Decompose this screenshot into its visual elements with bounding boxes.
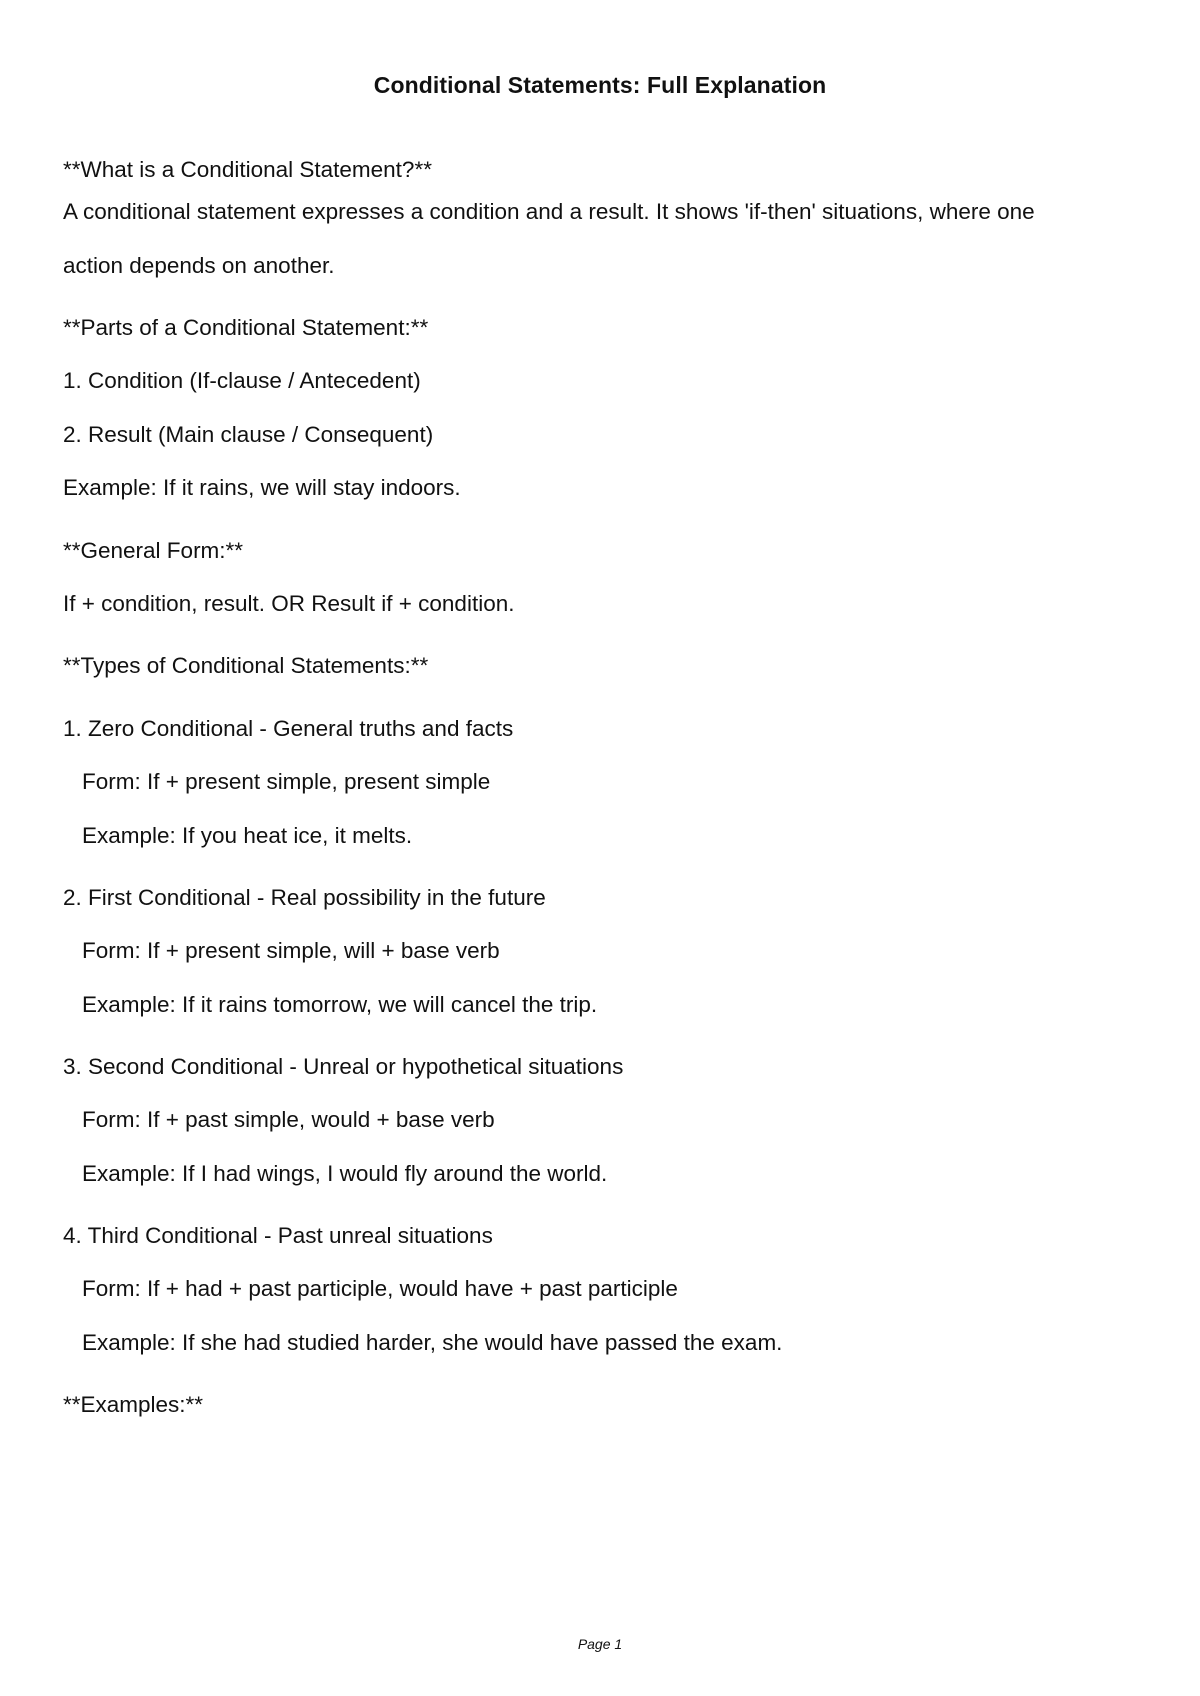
list-item: 1. Condition (If-clause / Antecedent) (63, 368, 421, 393)
form-line: Form: If + present simple, present simple (82, 769, 491, 794)
document-title: Conditional Statements: Full Explanation (373, 72, 827, 98)
heading-parts: **Parts of a Conditional Statement:** (63, 315, 429, 340)
list-item: 2. First Conditional - Real possibility in the future (63, 885, 546, 910)
form-line: Form: If + had + past participle, would have + past participle (82, 1276, 678, 1301)
example-line: Example: If it rains tomorrow, we will cancel the trip. (82, 992, 598, 1017)
list-item: 4. Third Conditional - Past unreal situations (63, 1223, 493, 1248)
example-line: Example: If it rains, we will stay indoors. (63, 475, 461, 500)
form-line: Form: If + past simple, would + base verb (82, 1107, 495, 1132)
heading-types: **Types of Conditional Statements:** (63, 653, 429, 678)
list-item: 1. Zero Conditional - General truths and facts (63, 716, 514, 741)
list-item: 2. Result (Main clause / Consequent) (63, 422, 434, 447)
heading-examples: **Examples:** (63, 1392, 204, 1417)
heading-what-is: **What is a Conditional Statement?** (63, 157, 432, 182)
example-line: Example: If she had studied harder, she would have passed the exam. (82, 1330, 783, 1355)
list-item: 3. Second Conditional - Unreal or hypothetical situations (63, 1054, 624, 1079)
page-number: Page 1 (577, 1636, 623, 1652)
paragraph-line: If + condition, result. OR Result if + condition. (63, 591, 515, 616)
example-line: Example: If I had wings, I would fly around the world. (82, 1161, 608, 1186)
example-line: Example: If you heat ice, it melts. (82, 823, 413, 848)
paragraph-line: action depends on another. (63, 253, 335, 278)
paragraph-line: A conditional statement expresses a condition and a result. It shows 'if-then' situations, where one (63, 199, 1035, 224)
form-line: Form: If + present simple, will + base verb (82, 938, 500, 963)
heading-general-form: **General Form:** (63, 538, 244, 563)
